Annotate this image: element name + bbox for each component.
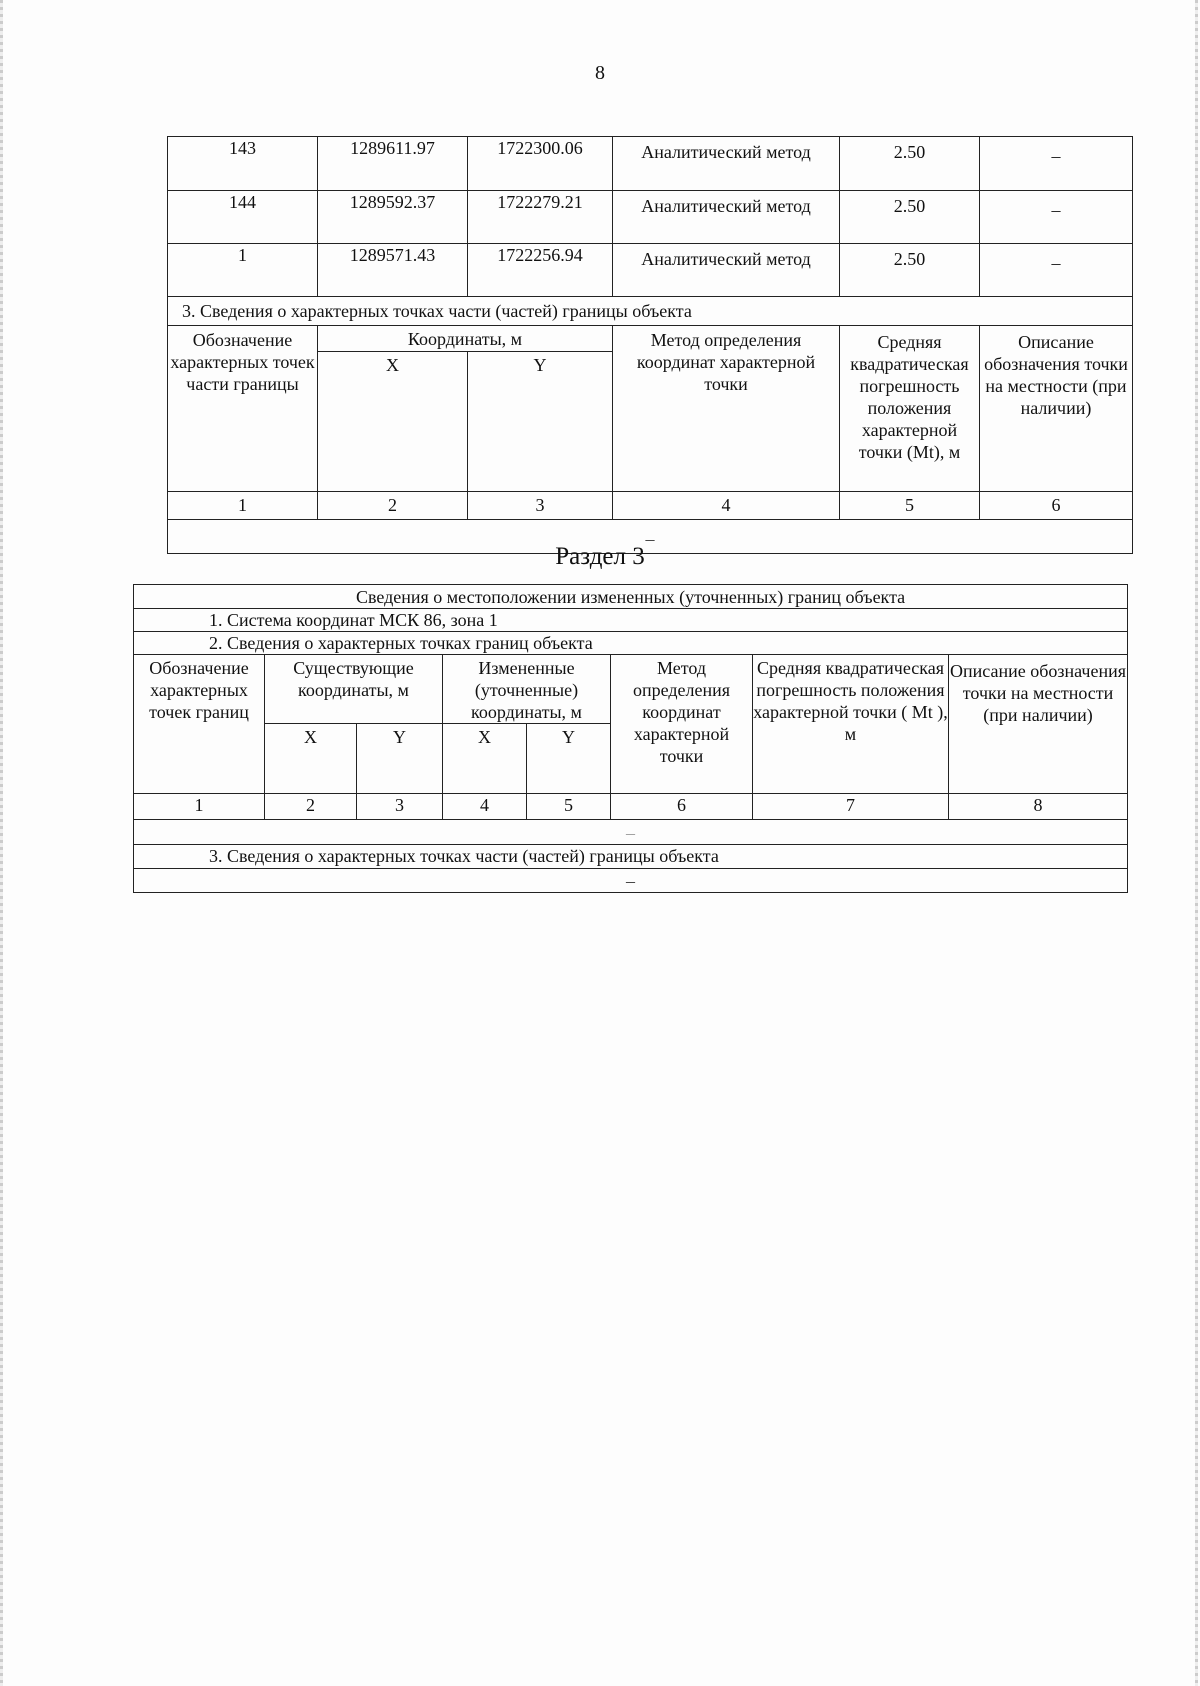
column-number: 6 bbox=[980, 492, 1133, 520]
method-header: Метод определения координат характерной точки bbox=[611, 655, 753, 794]
section-3-caption: Сведения о местоположении измененных (уточненных) границ объекта bbox=[134, 585, 1128, 609]
column-number: 1 bbox=[134, 794, 265, 820]
method-cell: Аналитический метод bbox=[613, 137, 840, 191]
desc-cell: – bbox=[980, 137, 1133, 191]
empty-mark: – bbox=[168, 520, 1133, 554]
changed-y-header: Y bbox=[527, 724, 611, 794]
description-header: Описание обозначения точки на местности (при наличии) bbox=[949, 655, 1128, 794]
point-cell: 144 bbox=[168, 191, 318, 244]
column-number: 5 bbox=[527, 794, 611, 820]
method-cell: Аналитический метод bbox=[613, 191, 840, 244]
column-number: 1 bbox=[168, 492, 318, 520]
mt-cell: 2.50 bbox=[840, 191, 980, 244]
method-cell: Аналитический метод bbox=[613, 244, 840, 297]
empty-mark: – bbox=[134, 869, 1128, 893]
table-row bbox=[168, 191, 1133, 244]
column-number: 6 bbox=[611, 794, 753, 820]
description-header: Описание обозначения точки на местности (при наличии) bbox=[980, 326, 1133, 492]
header-row bbox=[168, 326, 1133, 352]
column-number: 3 bbox=[357, 794, 443, 820]
mt-cell: 2.50 bbox=[840, 244, 980, 297]
existing-y-header: Y bbox=[357, 724, 443, 794]
part-points-item: 3. Сведения о характерных точках части (частей) границы объекта bbox=[134, 845, 1128, 869]
left-scan-edge bbox=[0, 0, 3, 1686]
designation-header: Обозначение характерных точек части границы bbox=[168, 326, 318, 492]
y-header: Y bbox=[468, 352, 613, 492]
column-number: 2 bbox=[265, 794, 357, 820]
x-cell: 1289611.97 bbox=[318, 137, 468, 191]
mt-header: Средняя квадратическая погрешность положения характерной точки (Mt), м bbox=[840, 326, 980, 492]
table-row bbox=[168, 244, 1133, 297]
item-row bbox=[134, 632, 1128, 655]
boundary-points-item: 2. Сведения о характерных точках границ объекта bbox=[134, 632, 1128, 655]
section-caption-row bbox=[168, 297, 1133, 326]
column-number-row bbox=[134, 794, 1128, 820]
point-cell: 143 bbox=[168, 137, 318, 191]
method-header: Метод определения координат характерной точки bbox=[613, 326, 840, 492]
part-points-caption: 3. Сведения о характерных точках части (частей) границы объекта bbox=[168, 297, 1133, 326]
page-number: 8 bbox=[595, 62, 605, 84]
empty-data-row bbox=[134, 869, 1128, 893]
x-header: X bbox=[318, 352, 468, 492]
column-number: 5 bbox=[840, 492, 980, 520]
existing-coordinates-header: Существующие координаты, м bbox=[265, 655, 443, 724]
designation-header: Обозначение характерных точек границ bbox=[134, 655, 265, 794]
column-number: 8 bbox=[949, 794, 1128, 820]
desc-cell: – bbox=[980, 191, 1133, 244]
table-row bbox=[168, 137, 1133, 191]
changed-coordinates-header: Измененные (уточненные) координаты, м bbox=[443, 655, 611, 724]
section-3-table bbox=[133, 584, 1128, 893]
mt-cell: 2.50 bbox=[840, 137, 980, 191]
column-number: 2 bbox=[318, 492, 468, 520]
section-title: Раздел 3 bbox=[555, 543, 645, 570]
y-cell: 1722279.21 bbox=[468, 191, 613, 244]
desc-cell: – bbox=[980, 244, 1133, 297]
point-cell: 1 bbox=[168, 244, 318, 297]
empty-data-row bbox=[134, 820, 1128, 845]
mt-header: Средняя квадратическая погрешность положения характерной точки ( Mt ), м bbox=[753, 655, 949, 794]
column-number: 4 bbox=[613, 492, 840, 520]
column-number-row bbox=[168, 492, 1133, 520]
empty-mark: – bbox=[134, 820, 1128, 845]
right-scan-edge bbox=[1195, 0, 1198, 1686]
x-cell: 1289571.43 bbox=[318, 244, 468, 297]
top-coordinates-table bbox=[167, 136, 1133, 554]
y-cell: 1722300.06 bbox=[468, 137, 613, 191]
item-row bbox=[134, 845, 1128, 869]
coordinates-header: Координаты, м bbox=[318, 326, 613, 352]
changed-x-header: X bbox=[443, 724, 527, 794]
caption-row bbox=[134, 585, 1128, 609]
header-row bbox=[134, 655, 1128, 724]
item-row bbox=[134, 609, 1128, 632]
y-cell: 1722256.94 bbox=[468, 244, 613, 297]
column-number: 4 bbox=[443, 794, 527, 820]
existing-x-header: X bbox=[265, 724, 357, 794]
column-number: 7 bbox=[753, 794, 949, 820]
coordinate-system-item: 1. Система координат МСК 86, зона 1 bbox=[134, 609, 1128, 632]
x-cell: 1289592.37 bbox=[318, 191, 468, 244]
column-number: 3 bbox=[468, 492, 613, 520]
